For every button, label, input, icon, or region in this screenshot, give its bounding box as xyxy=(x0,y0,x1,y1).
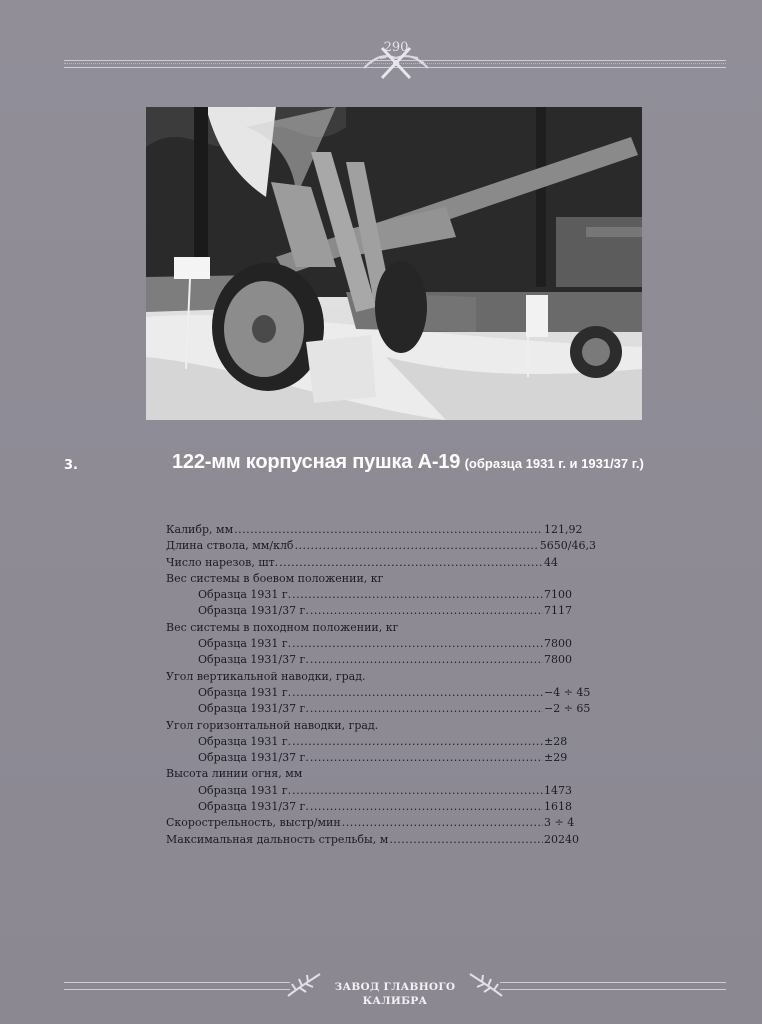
dot-leader xyxy=(389,832,543,848)
spec-label: Число нарезов, шт. xyxy=(166,555,279,569)
spec-row xyxy=(166,587,596,603)
spec-label: Образца 1931/37 г. xyxy=(198,800,309,814)
spec-row xyxy=(166,522,596,538)
spec-row xyxy=(166,652,596,668)
publisher-footer xyxy=(330,980,460,1008)
spec-label: Угол вертикальной наводки, град. xyxy=(166,669,366,683)
spec-label: Образца 1931/37 г. xyxy=(198,751,309,765)
dot-leader xyxy=(292,685,543,701)
dot-leader xyxy=(292,734,543,750)
gun-title: 122-мм корпусная пушка А-19 xyxy=(172,451,461,473)
spec-label: Образца 1931 г. xyxy=(198,588,292,602)
spec-value: 7117 xyxy=(544,604,572,618)
section-title xyxy=(172,451,644,474)
dot-leader xyxy=(279,555,543,571)
specifications-table xyxy=(166,522,596,848)
spec-label: Образца 1931/37 г. xyxy=(198,604,309,618)
spec-label: Вес системы в боевом положении, кг xyxy=(166,571,384,585)
spec-row xyxy=(166,669,596,685)
spec-row xyxy=(166,636,596,652)
spec-row xyxy=(166,538,596,554)
spec-label: Длина ствола, мм/клб xyxy=(166,539,294,553)
spec-label: Скорострельность, выстр/мин xyxy=(166,816,341,830)
spec-label: Вес системы в походном положении, кг xyxy=(166,620,399,634)
dot-leader xyxy=(292,783,543,799)
dot-leader xyxy=(234,522,543,538)
section-number: 3. xyxy=(64,458,78,473)
dot-leader xyxy=(292,587,543,603)
footer-line-1: ЗАВОД ГЛАВНОГО xyxy=(334,981,456,993)
spec-label: Максимальная дальность стрельбы, м xyxy=(166,832,389,846)
dot-leader xyxy=(310,603,543,619)
spec-label: Образца 1931 г. xyxy=(198,685,292,699)
field-gun-photo xyxy=(146,107,642,420)
footer-line-2: КАЛИБРА xyxy=(362,995,428,1007)
footer-rule-right xyxy=(500,982,726,990)
spec-row xyxy=(166,783,596,799)
spec-row xyxy=(166,799,596,815)
spec-row xyxy=(166,750,596,766)
spec-value: ±28 xyxy=(544,734,568,748)
spec-value: 7800 xyxy=(544,653,572,667)
laurel-branch-icon xyxy=(468,970,504,1000)
spec-row xyxy=(166,603,596,619)
spec-label: Образца 1931/37 г. xyxy=(198,653,309,667)
dot-leader xyxy=(295,538,539,554)
spec-row xyxy=(166,832,596,848)
spec-value: −4 ÷ 45 xyxy=(544,685,591,699)
spec-row xyxy=(166,766,596,782)
spec-row xyxy=(166,620,596,636)
spec-value: 121,92 xyxy=(544,523,583,536)
spec-row xyxy=(166,555,596,571)
spec-value: 7800 xyxy=(544,637,572,651)
dot-leader xyxy=(310,750,543,766)
spec-label: Образца 1931/37 г. xyxy=(198,702,309,716)
spec-value: ±29 xyxy=(544,751,568,765)
spec-value: 1618 xyxy=(544,800,572,814)
dot-leader xyxy=(292,636,543,652)
spec-label: Образца 1931 г. xyxy=(198,734,292,748)
spec-row xyxy=(166,685,596,701)
spec-row xyxy=(166,734,596,750)
spec-value: 20240 xyxy=(544,832,579,846)
spec-label: Образца 1931 г. xyxy=(198,637,292,651)
spec-row xyxy=(166,718,596,734)
spec-label: Образца 1931 г. xyxy=(198,783,292,797)
page-number: 290 xyxy=(383,40,409,55)
dot-leader xyxy=(342,815,543,831)
spec-row xyxy=(166,815,596,831)
laurel-branch-icon xyxy=(286,970,322,1000)
spec-row xyxy=(166,571,596,587)
dot-leader xyxy=(310,701,543,717)
spec-value: 5650/46,3 xyxy=(539,539,596,553)
spec-label: Угол горизонтальной наводки, град. xyxy=(166,718,379,732)
dot-leader xyxy=(310,799,543,815)
spec-value: 44 xyxy=(544,555,558,569)
spec-value: 1473 xyxy=(544,783,572,797)
spec-label: Калибр, мм xyxy=(166,523,234,536)
spec-value: −2 ÷ 65 xyxy=(544,702,591,716)
spec-row xyxy=(166,701,596,717)
footer-rule-left xyxy=(64,982,290,990)
spec-label: Высота линии огня, мм xyxy=(166,767,303,781)
dot-leader xyxy=(310,652,543,668)
spec-value: 3 ÷ 4 xyxy=(544,816,575,830)
gun-subtitle: (образца 1931 г. и 1931/37 г.) xyxy=(464,456,644,471)
spec-value: 7100 xyxy=(544,588,572,602)
